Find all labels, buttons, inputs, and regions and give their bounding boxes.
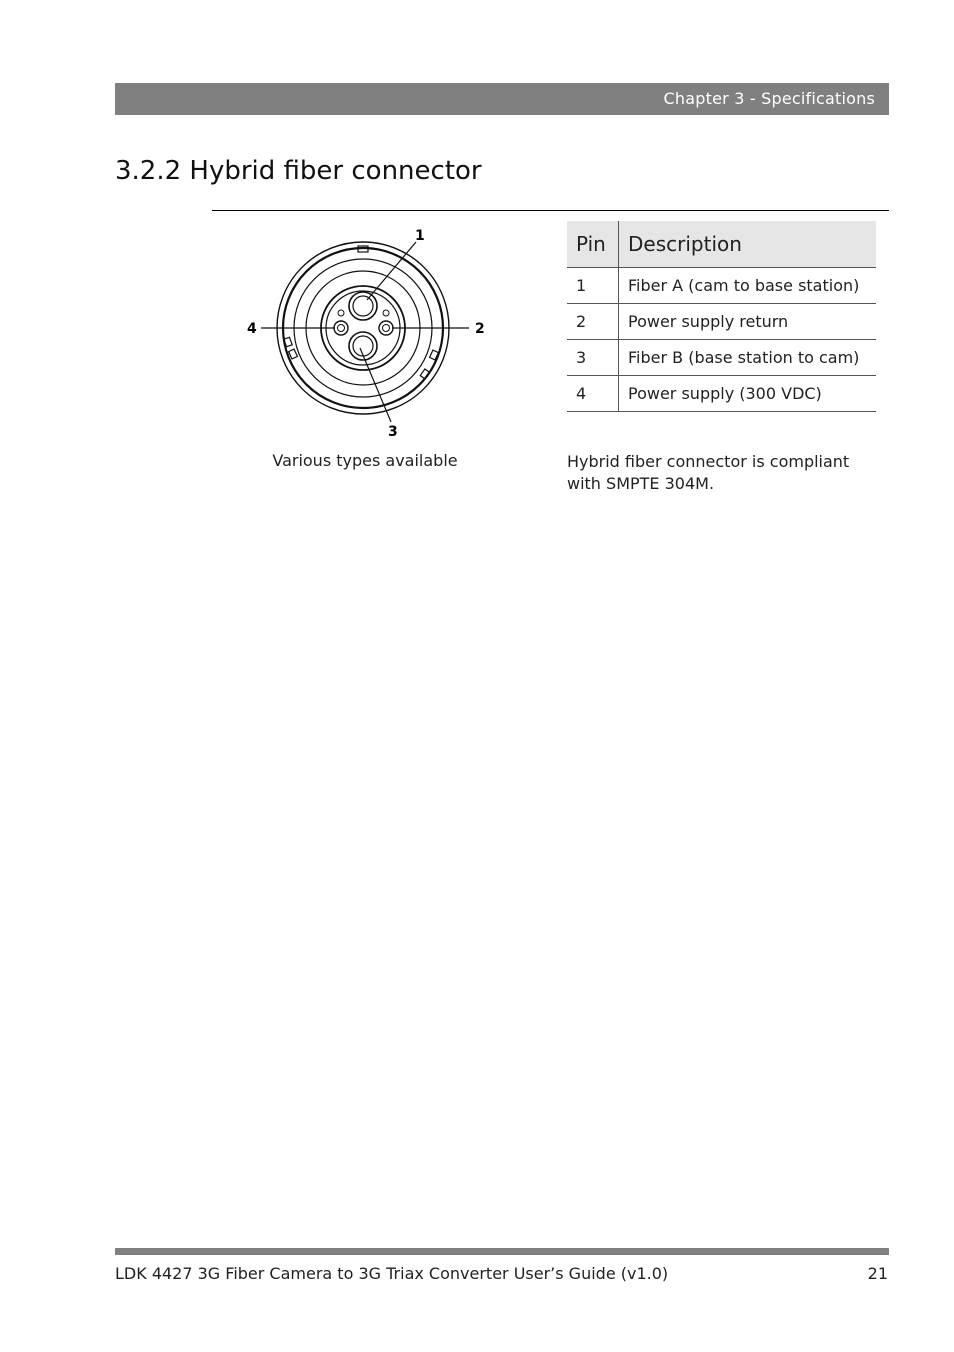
table-row — [567, 340, 876, 376]
connector-drawing — [236, 220, 496, 444]
table-row — [567, 304, 876, 340]
compliance-note: Hybrid fiber connector is compliant with SMPTE 304M. — [567, 452, 850, 493]
description-column-header: Description — [619, 221, 877, 268]
table-row — [567, 376, 876, 412]
footer-document-title: LDK 4427 3G Fiber Camera to 3G Triax Converter User’s Guide (v1.0) — [115, 1264, 669, 1283]
pin-label-3: 3 — [388, 424, 398, 440]
pin-number: 1 — [567, 268, 619, 304]
pin-number: 4 — [567, 376, 619, 412]
pin-label-2: 2 — [475, 321, 485, 337]
pin-label-1: 1 — [415, 228, 425, 244]
pin-table — [567, 221, 876, 412]
pin-description: Power supply return — [619, 304, 877, 340]
pin-label-4: 4 — [247, 321, 257, 337]
connector-diagram — [236, 220, 496, 444]
pin-description: Fiber B (base station to cam) — [619, 340, 877, 376]
page-number: 21 — [867, 1264, 888, 1283]
footer-bar — [115, 1248, 889, 1255]
chapter-title: Chapter 3 - Specifications — [663, 89, 875, 108]
pin-description: Fiber A (cam to base station) — [619, 268, 877, 304]
pin-number: 2 — [567, 304, 619, 340]
section-divider — [212, 210, 889, 211]
chapter-header-bar — [115, 83, 889, 115]
diagram-caption: Various types available — [272, 451, 458, 470]
pin-table-header-row — [567, 221, 876, 268]
pin-column-header: Pin — [567, 221, 619, 268]
table-row — [567, 268, 876, 304]
section-title: 3.2.2 Hybrid fiber connector — [115, 156, 482, 186]
pin-number: 3 — [567, 340, 619, 376]
pin-description: Power supply (300 VDC) — [619, 376, 877, 412]
